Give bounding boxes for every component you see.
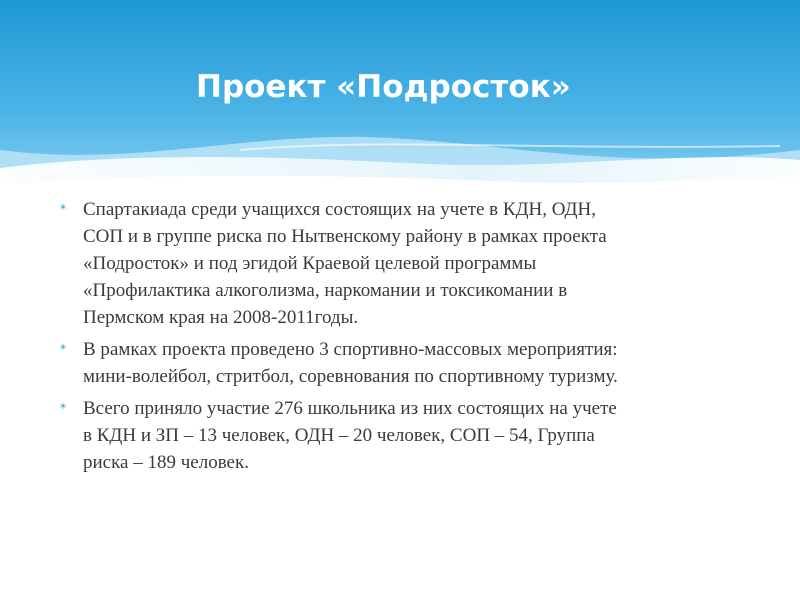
bullet-item (60, 336, 740, 390)
bullet-text-line: СОП и в группе риска по Нытвенскому району в рамках проекта (83, 226, 607, 247)
star-bullet-icon: * (60, 202, 66, 216)
bullet-item (60, 196, 740, 331)
bullet-text-line: Спартакиада среди учащихся состоящих на учете в КДН, ОДН, (83, 199, 596, 220)
slide-title: Проект «Подросток» (196, 69, 571, 105)
star-bullet-icon: * (60, 401, 66, 415)
bullet-text-line: В рамках проекта проведено 3 спортивно-массовых мероприятия: (83, 339, 618, 360)
bullet-text-line: «Профилактика алкоголизма, наркомании и токсикомании в (83, 280, 568, 301)
bullet-text-line: Пермском края на 2008-2011годы. (83, 307, 359, 328)
bullet-text-line: «Подросток» и под эгидой Краевой целевой программы (83, 253, 537, 274)
star-bullet-icon: * (60, 342, 66, 356)
bullet-list (60, 196, 740, 481)
bullet-text-line: в КДН и ЗП – 13 человек, ОДН – 20 человек, СОП – 54, Группа (83, 425, 595, 446)
bullet-text-line: мини-волейбол, стритбол, соревнования по спортивному туризму. (83, 366, 618, 387)
bullet-text-line: Всего приняло участие 276 школьника из них состоящих на учете (83, 398, 617, 419)
bullet-item (60, 395, 740, 476)
bullet-text-line: риска – 189 человек. (83, 452, 249, 473)
